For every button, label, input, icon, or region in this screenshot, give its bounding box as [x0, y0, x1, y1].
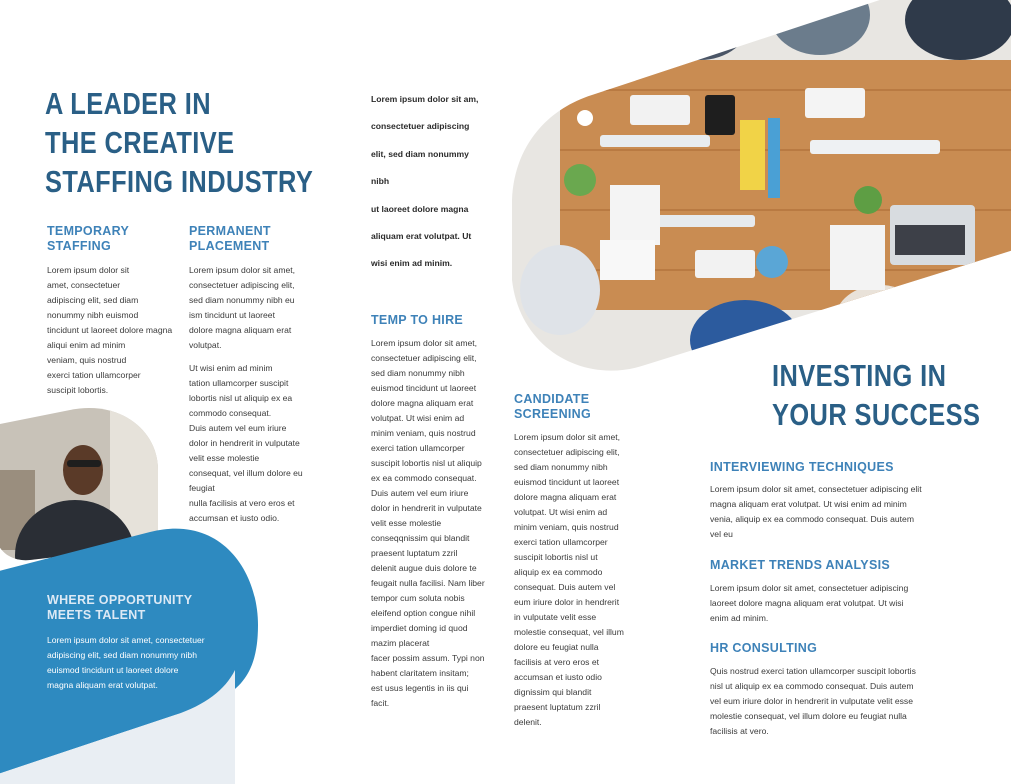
- market-trends-body: [710, 581, 970, 626]
- body-line: suscipit lobortis nisl ut: [514, 552, 598, 562]
- body-line: dignissim qui blandit: [514, 687, 592, 697]
- body-line: vel eu: [710, 529, 733, 539]
- body-line: ex ea commodo consequat.: [371, 473, 477, 483]
- body-line: veniam, quis nostrud: [47, 355, 127, 365]
- market-trends-heading: MARKET TRENDS ANALYSIS: [710, 558, 890, 572]
- body-line: Ut wisi enim ad minim: [189, 363, 273, 373]
- body-line: eleifend option congue nihil: [371, 608, 476, 618]
- office-team-photo: [505, 0, 1011, 390]
- body-line: conseqqnissim qui blandit: [371, 533, 470, 543]
- body-line: accumsan et iusto odio.: [189, 513, 280, 523]
- intro-line: consectetuer adipiscing: [371, 121, 470, 132]
- body-line: suscipit lobortis nisl ut aliquip: [371, 458, 482, 468]
- body-line: exerci tation ullamcorper: [514, 537, 608, 547]
- headline-leader: [45, 84, 313, 201]
- body-line: Duis autem vel eum iriure: [371, 488, 469, 498]
- body-line: in vulputate velit esse: [514, 612, 597, 622]
- body-line: adipiscing elit, sed diam nonummy nibh: [47, 650, 197, 660]
- body-line: dolor in hendrerit in vulputate: [371, 503, 482, 513]
- body-line: adipiscing elit, sed diam: [47, 295, 139, 305]
- body-line: Lorem ipsum dolor sit amet,: [371, 338, 478, 348]
- body-line: euismod tincidunt ut laoreet dolore: [47, 665, 179, 675]
- body-line: feugait nulla facilisi. Nam liber: [371, 578, 485, 588]
- body-line: tempor cum soluta nobis: [371, 593, 465, 603]
- permanent-placement-body: [189, 263, 329, 526]
- interviewing-heading: INTERVIEWING TECHNIQUES: [710, 460, 894, 474]
- body-line: minim veniam, quis nostrud: [514, 522, 619, 532]
- heading-line: PLACEMENT: [189, 239, 270, 253]
- body-line: sed diam nonummy nibh: [514, 462, 608, 472]
- intro-line: Lorem ipsum dolor sit am,: [371, 94, 479, 104]
- body-line: sed diam nonummy nibh eu: [189, 295, 295, 305]
- heading-line: CANDIDATE: [514, 392, 590, 406]
- candidate-screening-body: [514, 430, 649, 730]
- body-line: amet, consectetuer: [47, 280, 121, 290]
- headline-line: STAFFING INDUSTRY: [45, 164, 314, 199]
- body-line: Lorem ipsum dolor sit amet, consectetuer: [47, 635, 205, 645]
- body-line: Lorem ipsum dolor sit amet, consectetuer adipiscing: [710, 583, 909, 593]
- body-line: Duis autem vel eum iriure: [189, 423, 287, 433]
- body-line: velit esse molestie: [189, 453, 260, 463]
- heading-line: PERMANENT: [189, 224, 271, 238]
- body-line: consectetuer adipiscing elit,: [371, 353, 477, 363]
- body-line: laoreet dolore magna aliquam erat volutpat. Ut wisi: [710, 598, 904, 608]
- body-line: facilisis at vero.: [710, 726, 769, 736]
- body-line: euismod tincidunt ut laoreet: [371, 383, 477, 393]
- temporary-staffing-body: [47, 263, 177, 398]
- body-line: praesent luptatum zzril: [371, 548, 458, 558]
- body-line: velit esse molestie: [371, 518, 442, 528]
- candidate-screening-heading: [514, 392, 591, 422]
- body-line: Lorem ipsum dolor sit amet, consectetuer adipiscing elit: [710, 484, 922, 494]
- intro-line: aliquam erat volutpat. Ut: [371, 231, 472, 242]
- intro-line: nibh: [371, 176, 390, 187]
- body-line: facit.: [371, 698, 390, 708]
- intro-line: ut laoreet dolore magna: [371, 203, 469, 214]
- body-line: consequat, vel illum dolore eu: [189, 468, 303, 478]
- body-line: dolore magna aliquam erat: [514, 492, 617, 502]
- heading-line: MEETS TALENT: [47, 608, 146, 622]
- body-line: tincidunt ut laoreet dolore magna: [47, 325, 173, 335]
- body-line: imperdiet doming id quod: [371, 623, 468, 633]
- body-line: volutpat.: [189, 340, 222, 350]
- body-line: dolore magna aliquam erat: [371, 398, 474, 408]
- body-line: magna aliquam erat volutpat.: [47, 680, 158, 690]
- body-line: vel eum iriure dolor in hendrerit in vulputate velit esse: [710, 696, 914, 706]
- body-line: venia, aliquip ex ea commodo consequat. Duis autem: [710, 514, 914, 524]
- opportunity-heading: [47, 593, 192, 623]
- heading-line: SCREENING: [514, 407, 592, 421]
- hr-consulting-body: [710, 664, 970, 739]
- temporary-staffing-heading: [47, 224, 129, 254]
- body-line: lobortis nisl ut aliquip ex ea: [189, 393, 293, 403]
- body-line: nulla facilisis at vero eros et: [189, 498, 295, 508]
- heading-line: TEMPORARY: [47, 224, 130, 238]
- heading-line: WHERE OPPORTUNITY: [47, 593, 193, 607]
- body-line: aliqui enim ad minim: [47, 340, 126, 350]
- interviewing-body: [710, 482, 970, 542]
- body-line: enim ad minim.: [710, 613, 769, 623]
- body-line: consequat. Duis autem vel: [514, 582, 616, 592]
- body-line: suscipit lobortis.: [47, 385, 109, 395]
- headline-line: INVESTING IN: [772, 358, 947, 393]
- body-line: volutpat. Ut wisi enim ad: [371, 413, 465, 423]
- body-line: euismod tincidunt ut laoreet: [514, 477, 620, 487]
- body-line: dolore eu feugiat nulla: [514, 642, 599, 652]
- body-line: magna aliquam erat volutpat. Ut wisi enim ad minim: [710, 499, 907, 509]
- body-line: feugiat: [189, 483, 215, 493]
- body-line: tation ullamcorper suscipit: [189, 378, 289, 388]
- headline-line: THE CREATIVE: [45, 125, 235, 160]
- body-line: Quis nostrud exerci tation ullamcorper suscipit lobortis: [710, 666, 916, 676]
- body-line: exerci tation ullamcorper: [371, 443, 465, 453]
- permanent-placement-heading: [189, 224, 271, 254]
- body-line: sed diam nonummy nibh: [371, 368, 465, 378]
- body-line: praesent luptatum zzril: [514, 702, 601, 712]
- intro-line: elit, sed diam nonummy: [371, 148, 469, 159]
- headline-line: A LEADER IN: [45, 86, 211, 121]
- body-line: accumsan et iusto odio: [514, 672, 602, 682]
- body-line: consectetuer adipiscing elit,: [514, 447, 620, 457]
- hr-consulting-heading: HR CONSULTING: [710, 641, 818, 655]
- body-line: nisl ut aliquip ex ea commodo consequat. Duis autem: [710, 681, 914, 691]
- headline-investing: [772, 356, 980, 434]
- temp-to-hire-body: [371, 336, 506, 711]
- body-line: exerci tation ullamcorper: [47, 370, 141, 380]
- heading-line: STAFFING: [47, 239, 111, 253]
- body-line: est usus legentis in iis qui: [371, 683, 469, 693]
- middle-intro: [371, 86, 478, 278]
- body-line: ism tincidunt ut laoreet: [189, 310, 275, 320]
- body-line: volutpat. Ut wisi enim ad: [514, 507, 608, 517]
- body-line: facer possim assum. Typi non: [371, 653, 485, 663]
- body-line: Lorem ipsum dolor sit amet,: [514, 432, 621, 442]
- body-line: mazim placerat: [371, 638, 430, 648]
- body-line: molestie consequat, vel illum: [514, 627, 624, 637]
- body-line: molestie consequat, vel illum dolore eu feugiat nulla: [710, 711, 907, 721]
- body-line: commodo consequat.: [189, 408, 272, 418]
- body-line: dolore magna aliquam erat: [189, 325, 292, 335]
- body-line: habent claritatem insitam;: [371, 668, 469, 678]
- body-line: minim veniam, quis nostrud: [371, 428, 476, 438]
- body-line: delenit.: [514, 717, 542, 727]
- body-line: aliquip ex ea commodo: [514, 567, 603, 577]
- body-line: Lorem ipsum dolor sit: [47, 265, 130, 275]
- temp-to-hire-heading: TEMP TO HIRE: [371, 313, 464, 327]
- body-line: dolor in hendrerit in vulputate: [189, 438, 300, 448]
- body-line: nonummy nibh euismod: [47, 310, 139, 320]
- body-line: delenit augue duis dolore te: [371, 563, 477, 573]
- intro-line: wisi enim ad minim.: [371, 258, 453, 269]
- body-line: eum iriure dolor in hendrerit: [514, 597, 620, 607]
- body-line: facilisis at vero eros et: [514, 657, 600, 667]
- body-line: Lorem ipsum dolor sit amet,: [189, 265, 296, 275]
- body-line: consectetuer adipiscing elit,: [189, 280, 295, 290]
- headline-line: YOUR SUCCESS: [772, 397, 981, 432]
- opportunity-body: [47, 633, 247, 693]
